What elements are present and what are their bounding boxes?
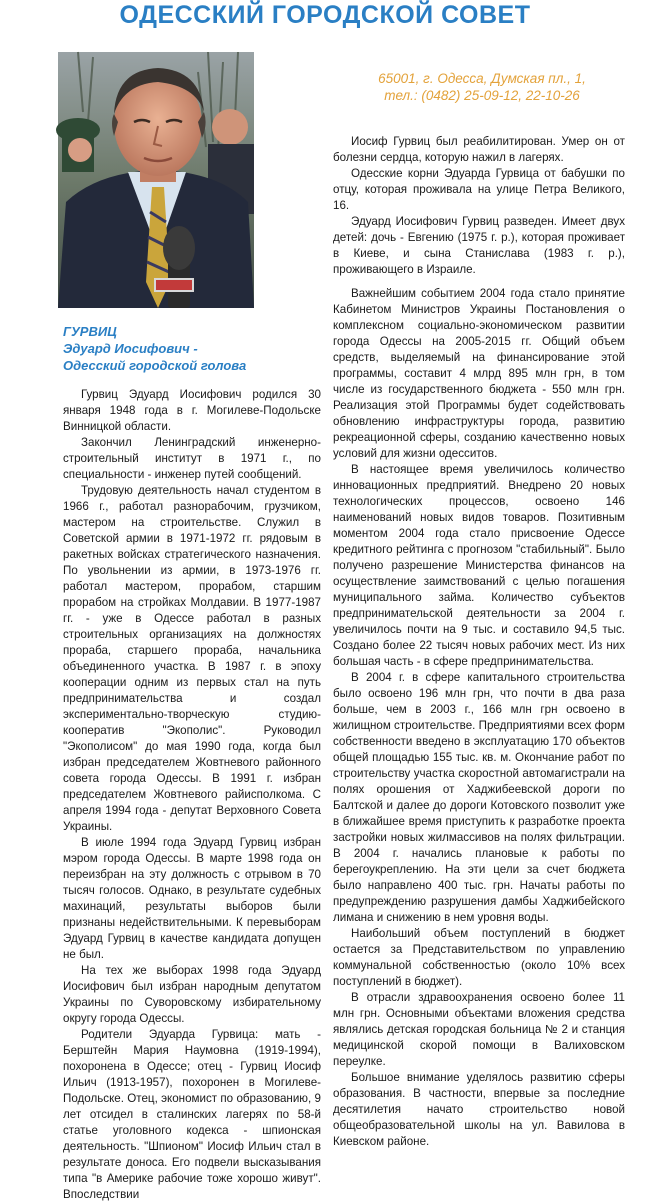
paragraph: Наибольший объем поступлений в бюджет остается за Представительством по управлению коммунальной собственностью (около 10% всех поступлений в бюджет). bbox=[333, 927, 625, 988]
contact-address bbox=[332, 70, 632, 104]
article-column-left bbox=[63, 387, 321, 1201]
paragraph: В настоящее время увеличилось количество инновационных предприятий. Внедрено 20 новых технологических процессов, освоено 146 наименований новых видов товаров. Позитивным моментом 2004 года стало присвоение Одессе кредитного рейтинга с прогнозом "стабильный". Было получено разрешение Министерства финансов на осуществление заимствований с целью погашения муниципального займа. Количество субъектов предпринимательской деятельности за 2004 г. увеличилось почти на 9 тыс. и составило 94,5 тыс. Создано более 22 тысяч новых рабочих мест. Из них большая часть - в сфере предпринимательства. bbox=[333, 463, 625, 668]
portrait-caption bbox=[63, 323, 283, 374]
paragraph: Трудовую деятельность начал студентом в 1966 г., работал разнорабочим, грузчиком, мастером на строительстве. Служил в Советской армии в 1971-1972 гг. рядовым в ракетных войсках стратегического назначения. По увольнении из армии, в 1973-1976 гг. работал мастером, прорабом, старшим прорабом на стройках Молдавии. В 1977-1987 гг. - уже в Одессе работал в разных строительных организациях на должностях прораба, старшего прораба, начальника объединенного участка. В 1987 г. в эпоху кооперации одним из первых стал на путь предпринимательства и создал экспериментально-творческую студию-кооператив "Экополис". Руководил "Экополисом" до мая 1990 года, когда был избран председателем Жовтневого районного совета города Одессы. В 1991 г. избран председателем Жовтневого райисполкома. С апреля 1994 года - депутат Верховного Совета Украины. bbox=[63, 484, 321, 833]
paragraph: Родители Эдуарда Гурвица: мать - Берштейн Мария Наумовна (1919-1994), похоронена в Одессе; отец - Гурвиц Иосиф Ильич (1913-1957), похоронен в Могилеве-Подольске. Отец, экономист по образованию, 9 лет отсидел в сталинских лагерях по 58-й статье уголовного кодекса - шпионская деятельность. "Шпионом" Иосиф Ильич стал в результате доноса. Его подвели высказывания типа "в Америке рабочие тоже хорошо живут". Впоследствии bbox=[63, 1028, 321, 1201]
paragraph: Важнейшим событием 2004 года стало принятие Кабинетом Министров Украины Постановления о комплексном социально-экономическом развитии города Одессы на 2005-2015 гг. Общий объем средств, выделяемый на финансирование этой программы, составит 4 млрд 895 млн грн, в том числе из государственного бюджета - 550 млн грн. Реализация этой Программы будет содействовать обновлению инфраструктуры города, развитию рекреационной сферы, созданию качественно новых условий для жизни одесситов. bbox=[333, 287, 625, 460]
caption-name: Эдуард Иосифович - bbox=[63, 341, 198, 356]
paragraph: Иосиф Гурвиц был реабилитирован. Умер он от болезни сердца, которую нажил в лагерях. bbox=[333, 135, 625, 164]
portrait-illustration bbox=[58, 52, 254, 308]
portrait-photo bbox=[58, 52, 254, 308]
paragraph: В отрасли здравоохранения освоено более 11 млн грн. Основными объектами вложения средства являлись детская городская больница № 2 и станция медицинской скорой помощи в Валиховском переулке. bbox=[333, 991, 625, 1068]
paragraph: На тех же выборах 1998 года Эдуард Иосифович был избран народным депутатом Украины по Суворовскому избирательному округу города Одессы. bbox=[63, 964, 321, 1025]
caption-position: Одесский городской голова bbox=[63, 358, 247, 373]
paragraph: Гурвиц Эдуард Иосифович родился 30 января 1948 года в г. Могилеве-Подольске Винницкой области. bbox=[63, 388, 321, 433]
phone-line: тел.: (0482) 25-09-12, 22-10-26 bbox=[384, 88, 580, 103]
paragraph: В июле 1994 года Эдуард Гурвиц избран мэром города Одессы. В марте 1998 года он переизбран на эту должность с отрывом в 70 тысяч голосов. Однако, в результате судебных махинаций, результаты выборов были признаны недействительными. К перевыборам Эдуард Гурвиц в качестве кандидата допущен не был. bbox=[63, 836, 321, 961]
paragraph: Закончил Ленинградский инженерно-строительный институт в 1971 г., по специальности - инженер путей сообщений. bbox=[63, 436, 321, 481]
paragraph: В 2004 г. в сфере капитального строительства было освоено 196 млн грн, что почти в два раза больше, чем в 2003 г., 166 млн грн освоено в жилищном строительстве. Предприятиями всех форм собственности введено в эксплуатацию 170 объектов общей площадью 155 тыс. кв. м. Окончание работ по строительству участка скоростной автомагистрали на полях орошения от Хаджибеевской дороги по Балтской и далее до дороги Котовского позволит уже в ближайшее время приступить к разработке проекта застройки новых жилмассивов на полях фильтрации. В 2004 г. начались плановые к работы по берегоукреплению. На эти цели за счет бюджета было направлено 400 тыс. грн. Начаты работы по предупреждению разрушения дамбы Хаджибейского лимана и снижению в нем уровня воды. bbox=[333, 671, 625, 924]
page-title: ОДЕССКИЙ ГОРОДСКОЙ СОВЕТ bbox=[119, 1, 531, 29]
paragraph: Одесские корни Эдуарда Гурвица от бабушки по отцу, которая проживала на улице Петра Великого, 16. bbox=[333, 167, 625, 212]
paragraph: Большое внимание уделялось развитию сферы образования. В частности, впервые за последние десятилетия начато строительство новой общеобразовательной школы на ул. Вавилова в Киевском районе. bbox=[333, 1071, 625, 1148]
page-header bbox=[0, 0, 650, 36]
article-column-right bbox=[333, 134, 625, 1148]
caption-surname: ГУРВИЦ bbox=[63, 324, 117, 339]
paragraph: Эдуард Иосифович Гурвиц разведен. Имеет двух детей: дочь - Евгению (1975 г. р.), которая проживает в Киеве, и сына Станислава (1983 г. р.), проживающего в Израиле. bbox=[333, 215, 625, 276]
address-line: 65001, г. Одесса, Думская пл., 1, bbox=[378, 71, 586, 86]
